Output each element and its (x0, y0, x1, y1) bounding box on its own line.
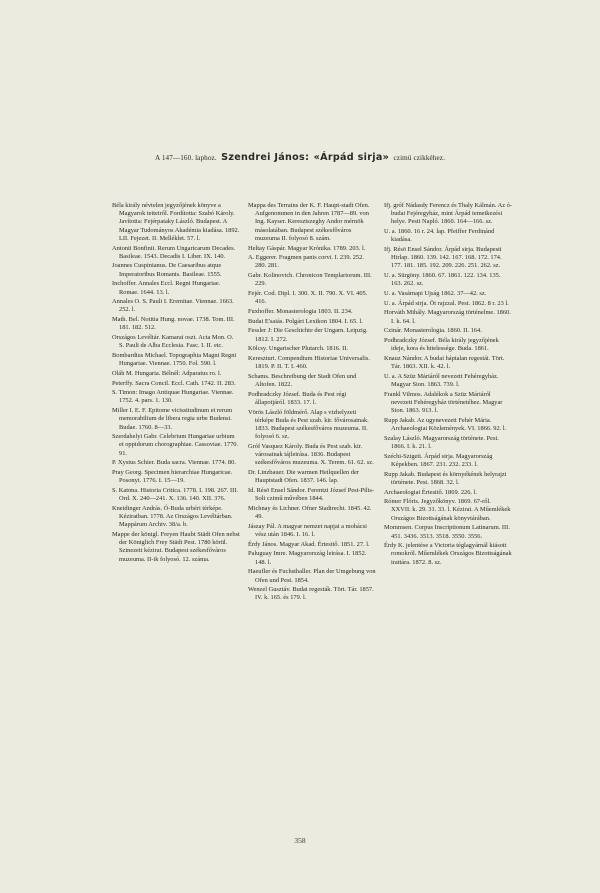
bibliography-entry: Archaeologiai Értesitő. 1869. 226. l. (384, 488, 477, 496)
bibliography-entry: Ifj. gróf Nádasdy Ferencz és Thaly Kálmán. Az ó-budai Fejéregyház, mint Árpád temetkezési helye. Pesti Napló. 1860. 164—166. sz. (384, 202, 512, 226)
bibliography-entry: Rómer Flóris. Jegyzőkönyv. 1869. 67-ről. XXVII. k. 29. 31. 33. l. Kézirat. A Műemlékek Országos Bizottságának könyvtárában. (384, 498, 511, 522)
bibliography-column-2 (248, 202, 376, 842)
bibliography-entry: Knauz Nándor. A budai háptalan regestái. Tört. Tár. 1863. XII. k. 42. l. (384, 354, 505, 371)
bibliography-entry: Jászay Pál. A magyar nemzet napjai a mohácsi vész után 1846. I. 16. l. (248, 522, 367, 539)
page-number: 358 (294, 836, 306, 845)
bibliography-entry: Horváth Mihály. Magyarország történelme. 1860. I. k. 64. l. (384, 309, 511, 325)
header-work-title: «Árpád sirja» (313, 152, 390, 163)
bibliography-entry: Pray Georg. Specimen hierarchiae Hungaricae. Posonyi. 1776. I. 15—19. (112, 469, 233, 485)
bibliography-entry: Miller I. E. F. Epitome vicissitudinum et rerum memorabilium de libera regia urbe Budensi. Budae. 1760. 8—33. (112, 407, 233, 431)
bibliography-entry: Inchoffer. Annales Eccl. Regni Hungariae. Romae. 1644. 13. l. (112, 280, 221, 296)
bibliography-entry: Szerdahelyi Gabr. Celebrium Hungariae urbium et oppidorum chorographiae. Cassoviae. 1770. 91. (112, 433, 239, 457)
bibliography-entry: Rupp Jakab. Az ugynevezett Fehér Mária. Archaeologiai Közlemények. VI. 1866. 92. l. (384, 416, 507, 433)
bibliography-column-1 (112, 202, 240, 842)
bibliography-entry: Annales O. S. Pauli I. Eremitae. Viennae. 1663. 252. l. (112, 298, 234, 314)
bibliography-entry: Id. Résö Ensel Sándor. Ferentzi József Pest-Pilis-Solt czimű művében 1844. (248, 487, 375, 503)
bibliography-entry: Antonii Bonfinii. Rerum Ungaricarum Decades. Basileae. 1543. Decadis I. Liber. IX. 140. (112, 244, 236, 260)
bibliography-entry: P. Xystus Schier. Buda sacra. Viennae. 1774. 80. (112, 459, 236, 467)
bibliography-entry: Podhradczky József. Buda és Pest régi állapotjáról. 1833. 17. l. (248, 390, 347, 406)
bibliography-entry: U. a. A Szüz Máriáról nevezett Fehéregyház. Magyar Sion. 1863. 739. l. (384, 372, 499, 389)
bibliography-entry: Frankl Vilmos. Adalékok a Szüz Máriáról nevezett Fehéregyház történetéhez. Magyar Sion. 1863. 913. l. (384, 390, 503, 415)
bibliography-entry: Gróf Vasquez Károly. Buda és Pest szab. kir. városainak tájleirása. 1836. Budapest székesfőváros muzeuma. X. Terem. 61. 62. sz. (248, 442, 374, 467)
bibliography-entry: Széchi-Szigeti. Árpád sirja. Magyarország Képekben. 1867. 231. 232. 233. l. (384, 452, 493, 468)
header-author: Szendrei János: (221, 152, 310, 163)
bibliography-column-3 (384, 202, 512, 842)
bibliography-entry: U. a. Árpád sirja. Öt rajzzal. Pest. 1862. 8 r. 23 l. (384, 299, 509, 307)
bibliography-entry: Joannes Cuspinianus. De Caesaribus atque Imperatoribus Romanis. Basileae. 1555. (112, 262, 222, 278)
bibliography-entry: Fejér. Cod. Dipl. I. 300. X. II. 790. X. VI. 405. 416. (248, 290, 368, 306)
bibliography-entry: Fuxhoffer. Monasterologia 1803. II. 234. (248, 307, 353, 315)
bibliography-entry: Béla király névtelen jegyzőjének könyve a Magyarok tetteiről. Fordította: Szabó Károly. Javította: Fejérpataky László. Budapest. A Magyar Tudományos Akadémia kiadása. 1892. LII. Fejezet. II. Melléklet. 57. l. (112, 202, 240, 242)
bibliography-entry: A. Eggerer. Fragmen panis corvi. I. 239. 252. 280. 281. (248, 254, 364, 270)
bibliography-entry: S. Katona. Historia Critica. 1778. I. 198. 267. III. Ord. X. 240—241. X. 136. 140. XII. 376. (112, 487, 239, 503)
bibliography-entry: Gabr. Kolinovich. Chronicon Templariorum. III. 229. (248, 272, 372, 288)
bibliography-entry: Dr. Linzbauer. Die warmen Heilquellen der Hauptstadt Ofen. 1837. 146. lap. (248, 469, 359, 485)
bibliography-entry: Fessler J: Die Geschichte der Ungarn. Leipzig. 1812. I. 272. (248, 327, 368, 343)
bibliography-entry: U. a. Vasárnapi Ujság 1862. 37—42. sz. (384, 290, 487, 298)
bibliography-entry: Haeufler és Fuchsthaller. Plan der Umgebung von Ofen und Pest. 1854. (248, 568, 376, 584)
bibliography-entry: Oláh M. Hungaria. Bélnél: Adparatus ro. l. (112, 369, 222, 377)
bibliography-entry: Budai E'saiás. Polgári Lexikon 1804. I. 65. l. (248, 317, 363, 325)
bibliography-entry: Kereszturi. Compendium Historiae Universalis. 1819. P. II. T. I. 460. (248, 354, 370, 371)
header-suffix: czimü czikkéhez. (393, 154, 445, 162)
bibliography-entry: Szalay László. Magyarország története. Pest. 1866. I. k. 21. l. (384, 434, 499, 450)
bibliography-entry: Érdy K. jelentése a Victoria téglagyárnál kiásott romokról. Műemlékek Országos Bizottságának irattára. 1872. 8. sz. (384, 542, 512, 566)
bibliography-entry: Ifj. Résö Ensel Sándor. Árpád sirja. Budapesti Hirlap. 1860. 139. 142. 167. 168. 172. 174. 177. 181. 185. 192. 209. 226. 251. 262. sz. (384, 246, 502, 270)
bibliography-entry: Mappe der königl. Freyen Haubt Städt Ofen nebst der Königlich Frey Städt Pest. 1780 körül. Szinezett kézirat. Budapest székesfőváros muzeuma. II-ik folyosó. 12. száma. (112, 531, 240, 563)
bibliography-entry: Heltay Gáspár. Magyar Krónika. 1789. 203. l. (248, 244, 366, 252)
header-prefix: A 147—160. laphoz. (155, 154, 217, 162)
bibliography-entry: Paluguay Imre. Magyarország leirása. I. 1852. 148. l. (248, 550, 367, 566)
bibliography-entry: Podhradczky József. Béla király jegyzőjének ideje, kora és hitelessége. Buda. 1861. (384, 337, 499, 353)
bibliography-entry: Érdy János. Magyar Akad. Értesitő. 1851. 27. l. (248, 540, 370, 548)
bibliography-entry: Kölcsy. Ungarischer Plutarch. 1816. II. (248, 345, 349, 353)
bibliography-entry: Mappa des Terrains der K. F. Haupt-stadt Ofen. Aufgenommen in den Jahren 1787—89. von Ing. Kayser. Keresztszeghy Andor mérnök másolatában. Budapest székesfőváros muzeuma II. folyosó 8. szám. (248, 202, 370, 242)
bibliography-entry: Országos Levéltár. Kamarai oszt. Acta Mon. O. S. Pauli de Alba Ecclesia. Fasc. I. II. etc. (112, 334, 234, 350)
bibliography-entry: Mommsen. Corpus Inscriptionum Latinarum. III. 451. 3436. 3513. 3518. 3550. 3556. (384, 524, 510, 540)
bibliography-entry: Rupp Jakab. Budapest és környékének helyrajzi története. Pest. 1868. 32. l. (384, 470, 507, 486)
bibliography-entry: S. Timon: Imago Antiquae Hungariae. Viennae. 1752. 4. pars. 1. 130. (112, 389, 234, 405)
bibliography-entry: Math. Bel. Notitia Hung. novae. 1738. Tom. III. 181. 182. 512. (112, 316, 235, 332)
bibliography-entry: Kneidinger András. Ó-Buda urbéri térképe. Kéziratban. 1778. Az Országos Levéltárban. Mappárum Archiv. 38/a. b. (112, 504, 233, 529)
bibliography-columns (112, 202, 512, 842)
bibliography-entry: Schams. Beschreibung der Stadt Ofen und Altofen. 1822. (248, 372, 357, 389)
bibliography-entry: Czinár. Monasterologia. 1860. II. 164. (384, 327, 482, 335)
bibliography-entry: Wenzel Gusztáv. Budai regesták. Tört. Tár. 1857. IV. k. 165. és 179. l. (248, 586, 374, 602)
bibliography-entry: U. a. Sürgöny. 1860. 67. 1861. 122. 134. 135. 163. 262. sz. (384, 272, 501, 288)
bibliography-entry: Peterffy. Sacra Concil. Eccl. Cath. 1742. II. 283. (112, 379, 236, 387)
bibliography-entry: U. a. 1860. 16 r. 24. lap. Pfeiffer Ferdinánd kiadása. (384, 228, 495, 244)
bibliography-entry: Michnay és Lichner. Ofner Stadtrecht. 1845. 42. 49. (248, 504, 372, 521)
bibliography-entry: Bombardius Michael. Topographia Magni Regni Hungariae. Viennae. 1750. Fol. 590. l. (112, 351, 237, 368)
bibliography-entry: Vörös László földmérő. Alap s vizhelyzeti térképe Buda és Pest szab. kir. fővárosainak. 1833. Budapest székesfőváros muzeuma. II. folyosó 6. sz. (248, 408, 369, 441)
page-header (0, 152, 600, 163)
